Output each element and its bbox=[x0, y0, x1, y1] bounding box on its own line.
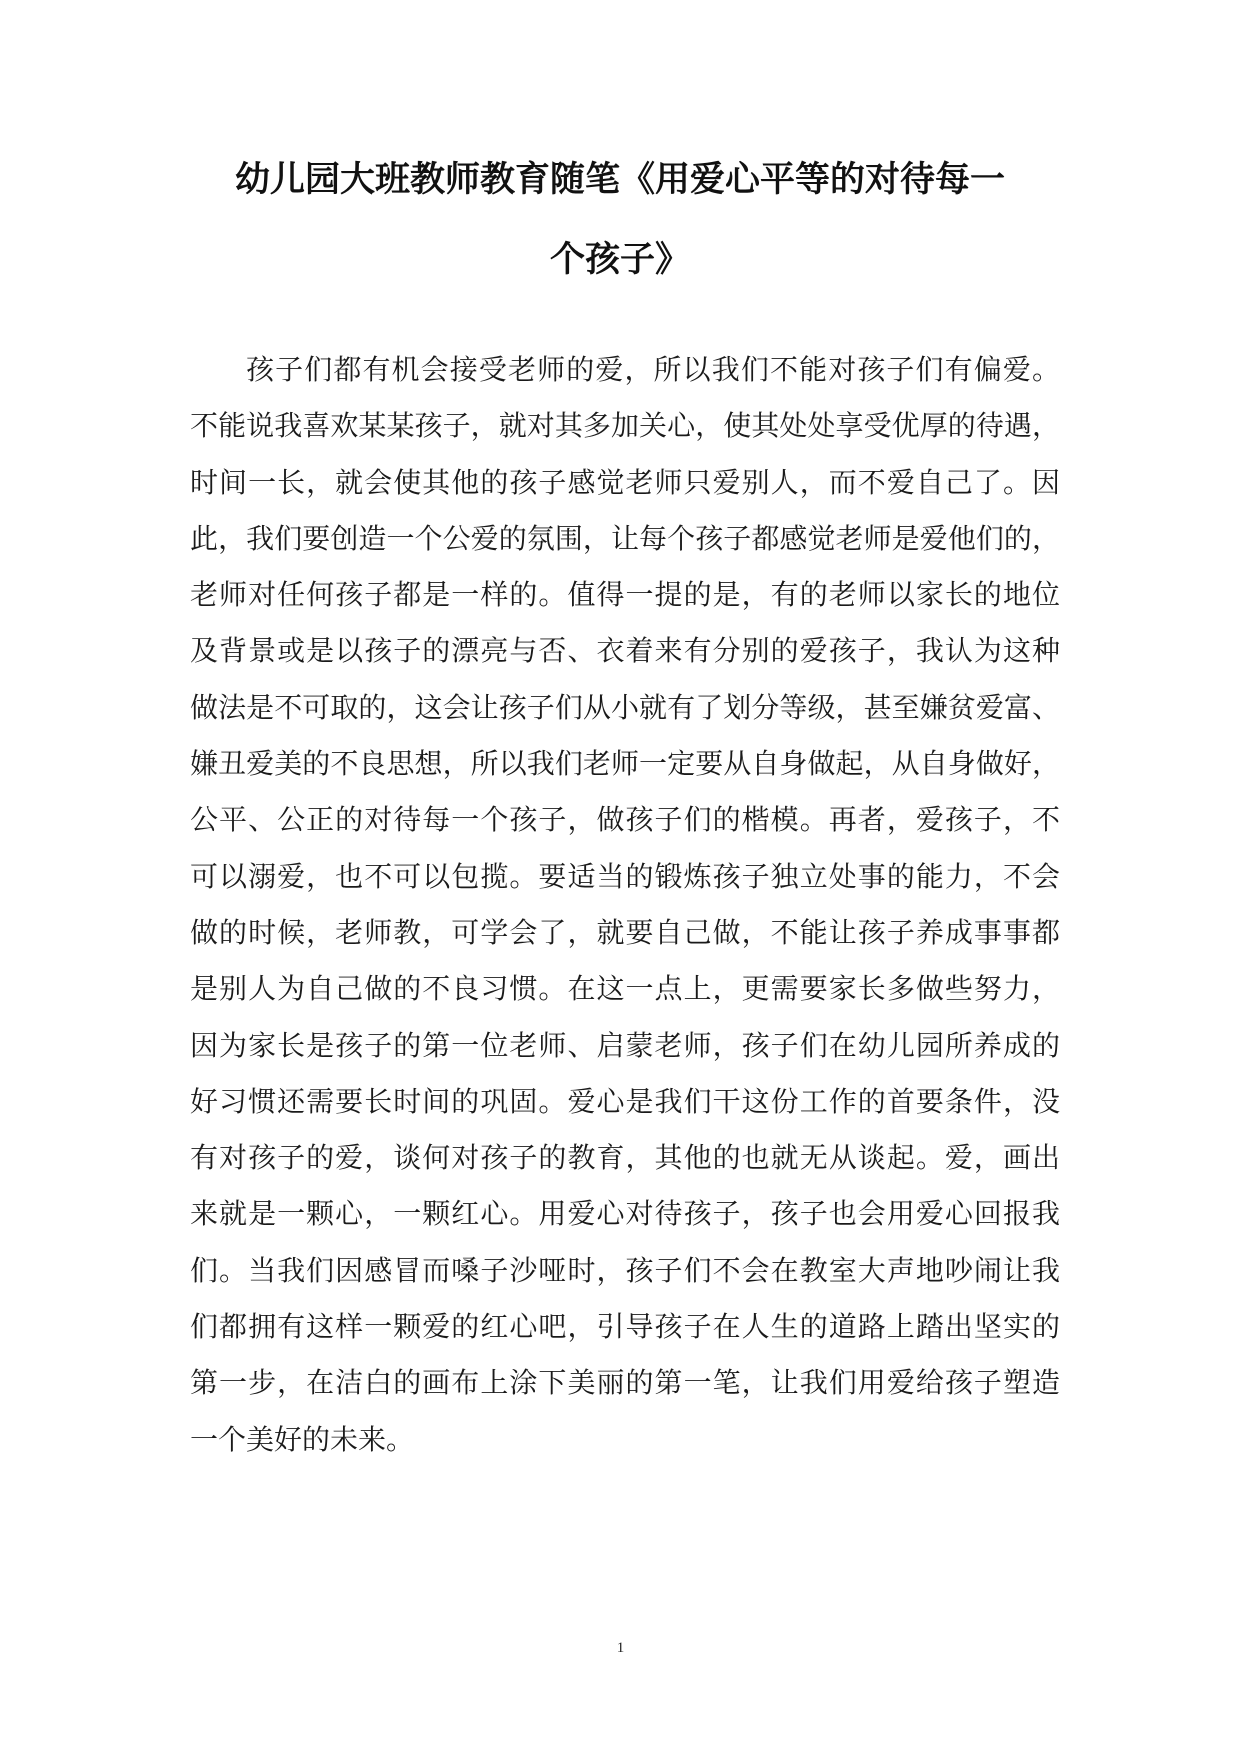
document-title bbox=[180, 140, 1060, 300]
body-line: 可以溺爱，也不可以包揽。要适当的锻炼孩子独立处事的能力，不会 bbox=[190, 859, 1060, 893]
body-line: 做法是不可取的，这会让孩子们从小就有了划分等级，甚至嫌贫爱富、 bbox=[190, 690, 1060, 724]
body-line: 因为家长是孩子的第一位老师、启蒙老师，孩子们在幼儿园所养成的 bbox=[190, 1028, 1060, 1062]
body-line: 嫌丑爱美的不良思想，所以我们老师一定要从自身做起，从自身做好， bbox=[190, 747, 1060, 781]
body-line: 及背景或是以孩子的漂亮与否、衣着来有分别的爱孩子，我认为这种 bbox=[190, 634, 1060, 668]
body-line: 们。当我们因感冒而嗓子沙哑时，孩子们不会在教室大声地吵闹让我 bbox=[190, 1253, 1060, 1287]
body-line: 们都拥有这样一颗爱的红心吧，引导孩子在人生的道路上踏出坚实的 bbox=[190, 1310, 1060, 1344]
body-line: 有对孩子的爱，谈何对孩子的教育，其他的也就无从谈起。爱，画出 bbox=[190, 1141, 1060, 1175]
body-line: 公平、公正的对待每一个孩子，做孩子们的楷模。再者，爱孩子，不 bbox=[190, 803, 1060, 837]
body-line: 是别人为自己做的不良习惯。在这一点上，更需要家长多做些努力， bbox=[190, 972, 1060, 1006]
page-number: 1 bbox=[616, 1640, 625, 1656]
body-line: 不能说我喜欢某某孩子，就对其多加关心，使其处处享受优厚的待遇， bbox=[190, 409, 1060, 443]
body-paragraph bbox=[190, 342, 1060, 1468]
body-line: 来就是一颗心，一颗红心。用爱心对待孩子，孩子也会用爱心回报我 bbox=[190, 1197, 1060, 1231]
body-line: 一个美好的未来。 bbox=[190, 1422, 415, 1456]
body-line: 老师对任何孩子都是一样的。值得一提的是，有的老师以家长的地位 bbox=[190, 578, 1060, 612]
body-line: 做的时候，老师教，可学会了，就要自己做，不能让孩子养成事事都 bbox=[190, 915, 1060, 949]
body-line: 第一步，在洁白的画布上涂下美丽的第一笔，让我们用爱给孩子塑造 bbox=[190, 1366, 1060, 1400]
title-line: 幼儿园大班教师教育随笔《用爱心平等的对待每一 bbox=[234, 159, 1005, 200]
title-line: 个孩子》 bbox=[549, 239, 690, 280]
body-line: 此，我们要创造一个公爱的氛围，让每个孩子都感觉老师是爱他们的， bbox=[190, 521, 1060, 555]
body-line: 时间一长，就会使其他的孩子感觉老师只爱别人，而不爱自己了。因 bbox=[190, 465, 1060, 499]
body-line: 孩子们都有机会接受老师的爱，所以我们不能对孩子们有偏爱。 bbox=[246, 353, 1060, 386]
body-line: 好习惯还需要长时间的巩固。爱心是我们干这份工作的首要条件，没 bbox=[190, 1084, 1060, 1118]
